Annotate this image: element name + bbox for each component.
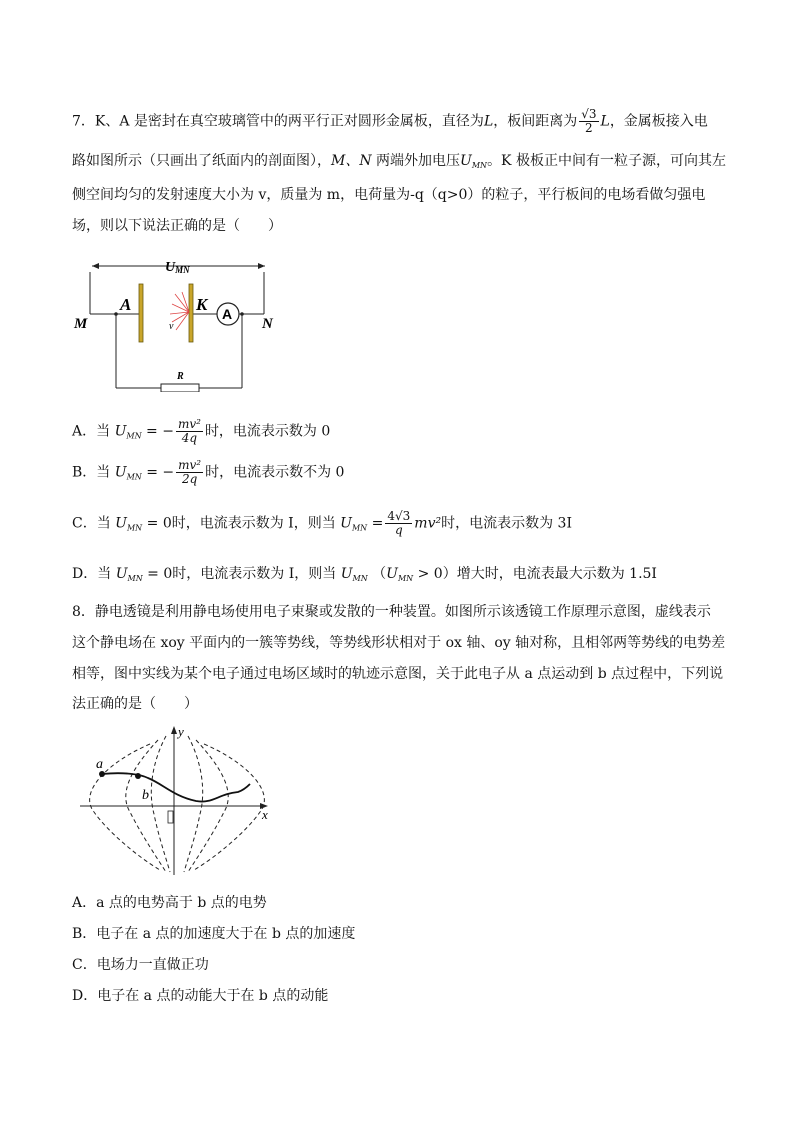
label-x: x bbox=[262, 807, 268, 822]
label-k-plate: K bbox=[196, 295, 208, 314]
q7-line-3: 侧空间均匀的发射速度大小为 v，质量为 m，电荷量为-q（q>0）的粒子，平行板间的电场看做匀强电 bbox=[72, 187, 706, 203]
umn-arrow-left bbox=[92, 263, 99, 269]
q7-option-c[interactable]: C．当 $U_{MN} = 0$时，电流表示数为 I，则当 $U_{MN}$ = $\frac{4√3}{q}$ mv²时，电流表示数为 3I bbox=[72, 509, 572, 537]
umn-arrow-right bbox=[258, 263, 265, 269]
frac-a: $\frac{\text{mv²}}{4q}$ bbox=[177, 417, 201, 445]
q8-option-c[interactable]: C．电场力一直做正功 bbox=[72, 957, 209, 973]
label-r: R bbox=[177, 371, 184, 382]
label-v: v bbox=[169, 321, 174, 332]
point-b bbox=[135, 773, 141, 779]
label-b: b bbox=[142, 788, 149, 803]
q7-option-b[interactable]: B．当 $U_{MN}$ = − $\frac{\text{mv²}}{2q}$ 时，电流表示数不为 0 bbox=[72, 458, 345, 486]
ammeter-label: A bbox=[222, 306, 233, 322]
umn-label: UMN bbox=[165, 260, 190, 275]
q7-option-a[interactable]: A．当 $U_{MN}$ = − $\frac{\text{mv²}}{4q}$ 时，电流表示数为 0 bbox=[72, 417, 331, 445]
q8-line-3: 相等，图中实线为某个电子通过电场区域时的轨迹示意图，关于此电子从 a 点运动到 b 点过程中，下列说 bbox=[72, 666, 724, 682]
frac-c: $\frac{4√3}{q}$ bbox=[387, 509, 411, 537]
q7-line-1: 7．K、A 是密封在真空玻璃管中的两平行正对圆形金属板，直径为L，板间距离为 $\frac{√3}{2}$ L，金属板接入电 bbox=[72, 107, 708, 135]
label-y: y bbox=[178, 724, 184, 739]
plate-a bbox=[139, 284, 143, 342]
label-m: M bbox=[74, 316, 88, 332]
q7-line-4: 场，则以下说法正确的是（ ） bbox=[72, 218, 282, 234]
label-a-plate: A bbox=[120, 295, 132, 314]
q7-line-2: 路如图所示（只画出了纸面内的剖面图），M、N 两端外加电压$U_{MN}$。K 极板正中间有一粒子源，可向其左 bbox=[72, 153, 726, 170]
equipotential-lines bbox=[90, 736, 265, 872]
q8-option-d[interactable]: D．电子在 a 点的动能大于在 b 点的动能 bbox=[72, 988, 329, 1004]
q8-line-4: 法正确的是（ ） bbox=[72, 696, 198, 712]
q8-line-1: 8．静电透镜是利用静电场使用电子束聚或发散的一种装置。如图所示该透镜工作原理示意图，虚线表示 bbox=[72, 604, 711, 620]
resistor-r bbox=[161, 384, 199, 392]
frac-sqrt3-over-2: $\frac{√3}{2}$ bbox=[581, 107, 597, 135]
q7-option-d[interactable]: D．当 $U_{MN} = 0$时，电流表示数为 I，则当 $U_{MN}$ $(U_{MN} > 0)$增大时，电流表最大示数为 1.5I bbox=[72, 566, 657, 583]
electron-trajectory bbox=[102, 773, 250, 801]
q8-option-a[interactable]: A．a 点的电势高于 b 点的电势 bbox=[72, 895, 267, 911]
equipotential-diagram bbox=[78, 722, 278, 877]
origin-marker bbox=[168, 811, 173, 823]
label-n: N bbox=[262, 316, 273, 332]
circuit-diagram bbox=[70, 252, 280, 392]
label-a: a bbox=[96, 757, 103, 772]
y-axis-arrow bbox=[171, 726, 177, 734]
plate-k bbox=[189, 284, 193, 342]
frac-b: $\frac{\text{mv²}}{2q}$ bbox=[178, 458, 202, 486]
q8-line-2: 这个静电场在 xoy 平面内的一簇等势线，等势线形状相对于 ox 轴、oy 轴对称，且相邻两等势线的电势差 bbox=[72, 635, 726, 651]
q8-option-b[interactable]: B．电子在 a 点的加速度大于在 b 点的加速度 bbox=[72, 926, 356, 942]
